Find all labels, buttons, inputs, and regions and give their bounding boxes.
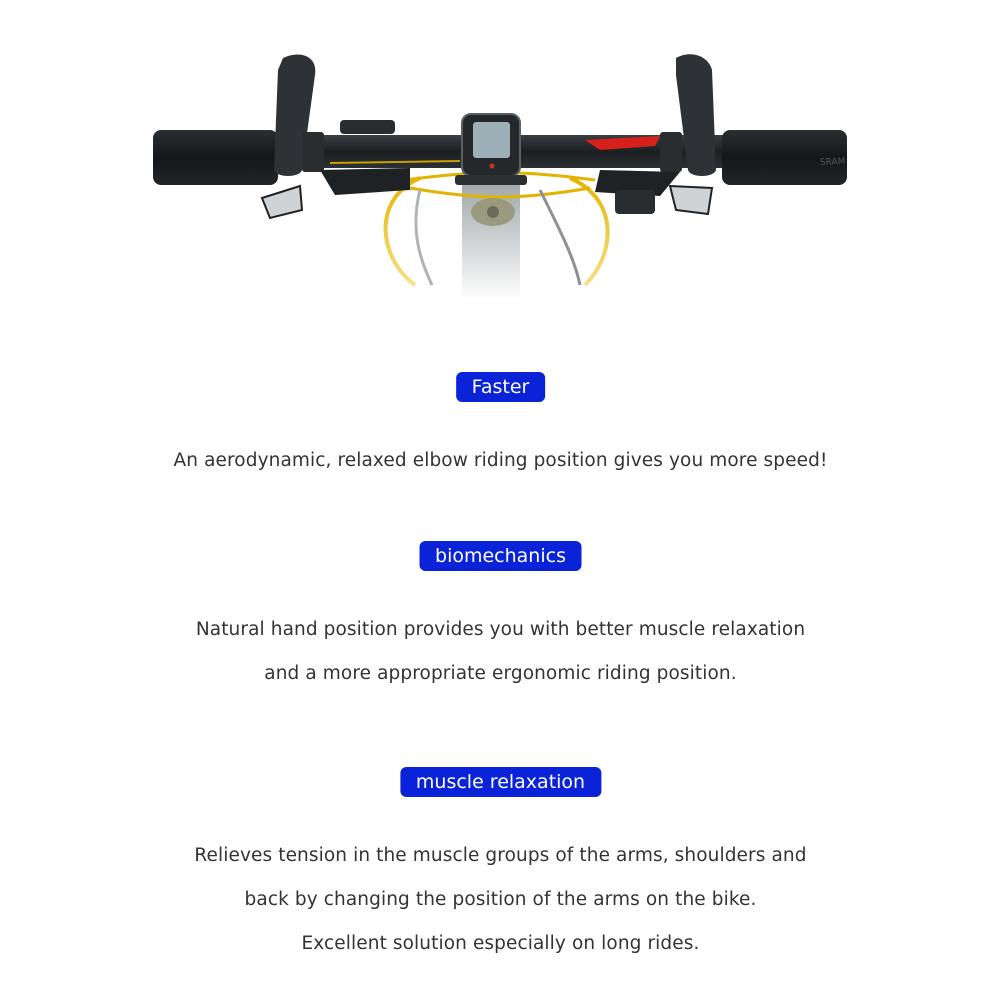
biomechanics-description-line-2: and a more appropriate ergonomic riding position. bbox=[264, 663, 737, 684]
svg-text:SRAM: SRAM bbox=[819, 156, 846, 168]
left-grip bbox=[153, 130, 278, 185]
faster-description: An aerodynamic, relaxed elbow riding position gives you more speed! bbox=[173, 450, 828, 471]
muscle-relaxation-description-line-1: Relieves tension in the muscle groups of the arms, shoulders and bbox=[194, 845, 807, 866]
muscle-relaxation-description-line-2: back by changing the position of the arms on the bike. bbox=[244, 889, 757, 910]
stem bbox=[462, 175, 520, 300]
muscle-relaxation-badge: muscle relaxation bbox=[400, 767, 601, 797]
faster-badge: Faster bbox=[456, 372, 546, 402]
biomechanics-description-line-1: Natural hand position provides you with better muscle relaxation bbox=[195, 619, 806, 640]
muscle-relaxation-description-line-3: Excellent solution especially on long rides. bbox=[301, 933, 700, 954]
right-shifter-paddle bbox=[670, 186, 712, 214]
biomechanics-badge: biomechanics bbox=[419, 541, 582, 571]
handlebar-product-image bbox=[0, 0, 1001, 300]
handlebar-illustration bbox=[0, 0, 1001, 300]
left-shifter-paddle bbox=[262, 186, 302, 218]
